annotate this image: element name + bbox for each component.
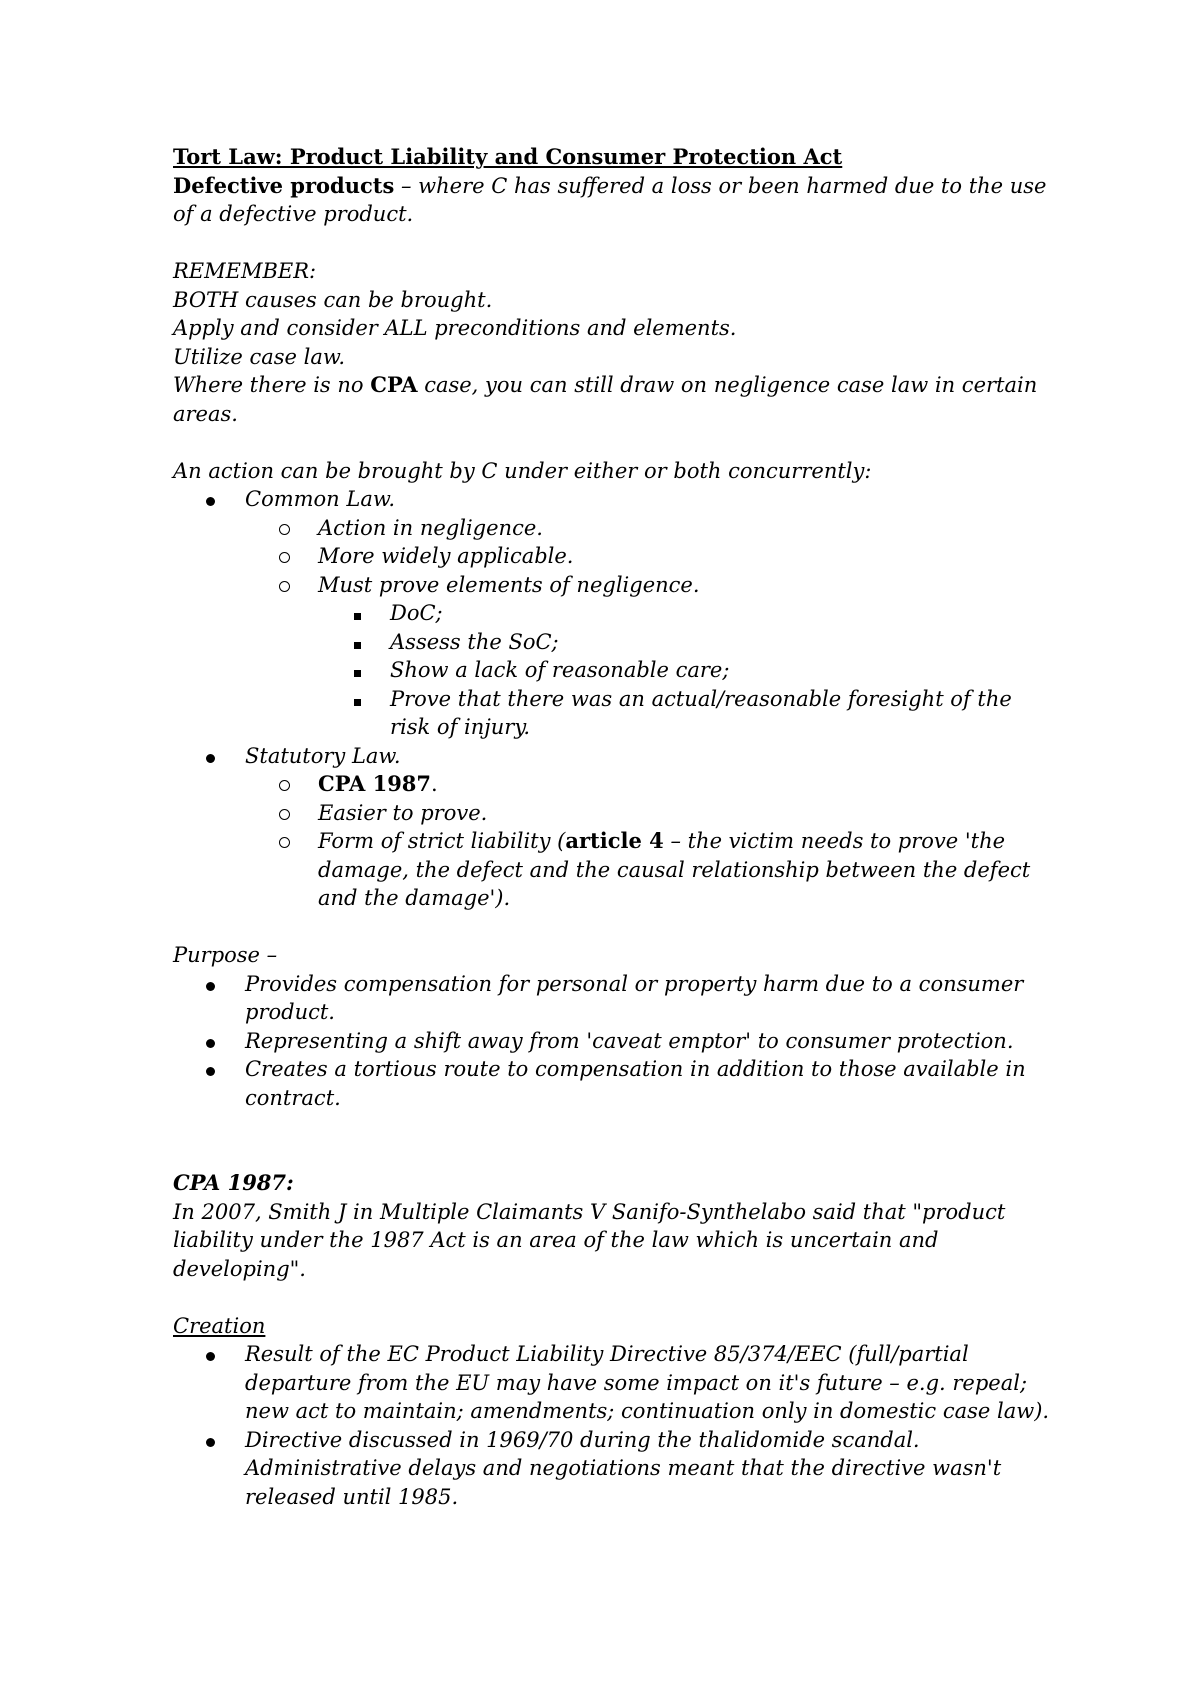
punctuation: . <box>431 772 438 796</box>
remember-text: Where there is no <box>173 373 371 397</box>
creation-list <box>173 1340 1053 1511</box>
square-bullet-icon <box>354 628 361 657</box>
list-item <box>173 542 1053 571</box>
bullet-icon <box>206 1027 216 1056</box>
remember-heading: REMEMBER: <box>173 259 317 283</box>
purpose-item: Creates a tortious route to compensation in addition to those available in contract. <box>245 1057 1026 1110</box>
negligence-element: Show a lack of reasonable care; <box>390 658 730 682</box>
defective-products-text: – where C has suffered a loss or been harmed due to the use of a defective product. <box>173 173 1047 226</box>
common-law-item: More widely applicable. <box>318 544 574 568</box>
list-item <box>173 742 1053 771</box>
list-item <box>173 1027 1053 1056</box>
common-law-label: Common Law. <box>245 487 396 511</box>
bullet-icon <box>206 1340 216 1369</box>
defective-products-definition <box>173 172 1053 229</box>
list-item <box>173 827 1053 913</box>
remember-line: BOTH causes can be brought. <box>173 287 493 312</box>
creation-item: Result of the EC Product Liability Directive 85/374/EEC (full/partial departure from the EU may have some impact on it's future – e.g. repeal; new act to maintain; amendments; continuation only in domestic case law). <box>245 1342 1050 1423</box>
document-title: Tort Law: Product Liability and Consumer Protection Act <box>173 144 843 169</box>
list-item <box>173 1055 1053 1112</box>
statutory-law-label: Statutory Law. <box>245 743 401 768</box>
purpose-item: Provides compensation for personal or property harm due to a consumer product. <box>245 971 1024 1024</box>
spacer <box>173 229 1053 258</box>
list-item <box>173 1340 1053 1426</box>
cpa-abbreviation: CPA <box>370 372 418 397</box>
statutory-item: – the victim needs to prove 'the damage, the defect and the causal relationship between the defect and the damage'). <box>318 829 1031 910</box>
spacer <box>173 428 1053 457</box>
defective-products-term: Defective products <box>173 172 395 198</box>
action-intro: An action can be brought by C under either or both concurrently: <box>173 458 872 483</box>
circle-bullet-icon <box>279 827 290 856</box>
bullet-icon <box>206 1426 216 1455</box>
square-bullet-icon <box>354 685 361 714</box>
bullet-icon <box>206 970 216 999</box>
circle-bullet-icon <box>279 571 290 600</box>
creation-heading: Creation <box>173 1313 266 1338</box>
circle-bullet-icon <box>279 799 290 828</box>
bullet-icon <box>206 742 216 771</box>
statutory-item: Easier to prove. <box>318 800 488 825</box>
creation-item: Directive discussed in 1969/70 during the thalidomide scandal. Administrative delays and negotiations meant that the directive wasn't released until 1985. <box>245 1427 1002 1509</box>
purpose-list <box>173 970 1053 1113</box>
negligence-element: Prove that there was an actual/reasonable foresight of the risk of injury. <box>390 686 1012 739</box>
bullet-icon <box>206 485 216 514</box>
square-bullet-icon <box>354 656 361 685</box>
bullet-icon <box>206 1055 216 1084</box>
list-item <box>173 656 1053 685</box>
circle-bullet-icon <box>279 542 290 571</box>
purpose-item: Representing a shift away from 'caveat emptor' to consumer protection. <box>245 1028 1014 1053</box>
spacer <box>173 1283 1053 1312</box>
remember-text: case, you can still draw on negligence case law in certain areas. <box>173 373 1038 426</box>
spacer <box>173 913 1053 942</box>
list-item <box>173 970 1053 1027</box>
circle-bullet-icon <box>279 514 290 543</box>
document-page <box>173 143 1053 1511</box>
common-law-item: Action in negligence. <box>318 515 543 540</box>
list-item <box>173 1426 1053 1512</box>
action-list <box>173 485 1053 913</box>
list-item <box>173 799 1053 828</box>
list-item <box>173 628 1053 657</box>
list-item <box>173 685 1053 742</box>
square-bullet-icon <box>354 599 361 628</box>
remember-line: Utilize case law. <box>173 344 346 369</box>
remember-line: Apply and consider ALL preconditions and elements. <box>173 316 737 340</box>
circle-bullet-icon <box>279 770 290 799</box>
list-item <box>173 571 1053 600</box>
remember-line <box>173 371 1053 428</box>
list-item <box>173 599 1053 628</box>
list-item <box>173 514 1053 543</box>
purpose-heading: Purpose – <box>173 943 278 967</box>
statutory-item: Form of strict liability ( <box>318 829 566 853</box>
cpa-1987-label: CPA 1987 <box>318 771 432 796</box>
spacer <box>173 1112 1053 1169</box>
cpa-heading: CPA 1987: <box>173 1170 294 1195</box>
negligence-element: DoC; <box>390 601 443 625</box>
list-item <box>173 770 1053 799</box>
cpa-quote: In 2007, Smith J in Multiple Claimants V Sanifo-Synthelabo said that "product liability under the 1987 Act is an area of the law which is uncertain and developing". <box>173 1199 1006 1281</box>
common-law-item: Must prove elements of negligence. <box>318 572 700 597</box>
article-4-label: article 4 <box>565 828 664 853</box>
negligence-element: Assess the SoC; <box>390 629 559 654</box>
list-item <box>173 485 1053 514</box>
